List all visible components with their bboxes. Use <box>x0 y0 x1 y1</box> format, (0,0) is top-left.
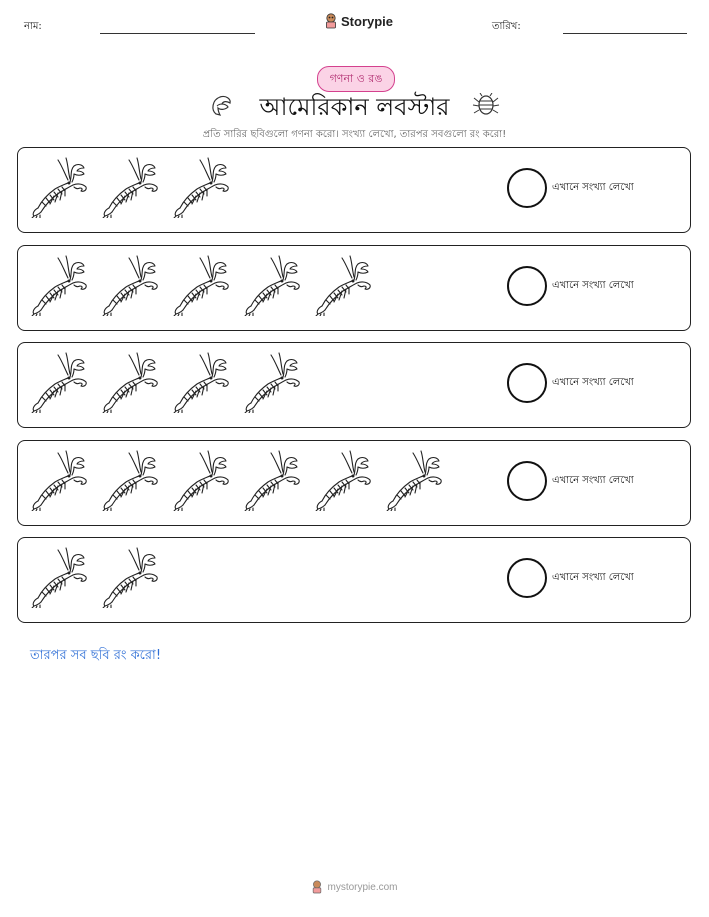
answer-label: এখানে সংখ্যা লেখো <box>552 377 634 388</box>
worksheet-header <box>0 0 709 50</box>
counting-row <box>17 440 691 526</box>
footer-url: mystorypie.com <box>327 881 398 893</box>
lobster-icon <box>170 254 232 316</box>
lobster-icon <box>99 156 161 218</box>
page-title: আমেরিকান লবস্টার <box>259 93 450 121</box>
lobster-icon <box>241 351 303 413</box>
activity-badge: গণনা ও রঙ <box>317 66 395 92</box>
lobster-icon <box>99 254 161 316</box>
lobster-icon <box>312 254 374 316</box>
lobster-icon <box>28 156 90 218</box>
answer-circle[interactable] <box>507 363 547 403</box>
answer-circle[interactable] <box>507 266 547 306</box>
lobster-body-icon <box>472 93 500 119</box>
lobster-icon <box>383 449 445 511</box>
lobster-icon <box>99 351 161 413</box>
date-label: তারিখ: <box>492 21 521 32</box>
answer-label: এখানে সংখ্যা লেখো <box>552 280 634 291</box>
counting-row <box>17 245 691 331</box>
counting-row <box>17 537 691 623</box>
name-label: নাম: <box>24 21 42 32</box>
answer-circle[interactable] <box>507 558 547 598</box>
lobster-icon <box>241 449 303 511</box>
lobster-icon <box>28 449 90 511</box>
answer-circle[interactable] <box>507 168 547 208</box>
footer-brand <box>0 880 709 894</box>
counting-row <box>17 147 691 233</box>
lobster-icon <box>170 351 232 413</box>
lobster-icon <box>241 254 303 316</box>
lobster-icon <box>99 449 161 511</box>
storypie-brand <box>324 13 393 29</box>
lobster-icon <box>28 351 90 413</box>
answer-label: এখানে সংখ্যা লেখো <box>552 182 634 193</box>
storypie-logo-icon <box>324 13 338 29</box>
storypie-logo-icon <box>311 880 323 894</box>
brand-name: Storypie <box>341 13 394 29</box>
lobster-icon <box>28 254 90 316</box>
lobster-icon <box>170 156 232 218</box>
answer-circle[interactable] <box>507 461 547 501</box>
lobster-icon <box>99 546 161 608</box>
lobster-icon <box>28 546 90 608</box>
name-field-line[interactable] <box>100 33 255 34</box>
lobster-icon <box>312 449 374 511</box>
instructions-text: প্রতি সারির ছবিগুলো গণনা করো। সংখ্যা লেখো, তারপর সবগুলো রং করো! <box>202 129 507 140</box>
footer-note: তারপর সব ছবি রং করো! <box>30 648 162 663</box>
answer-label: এখানে সংখ্যা লেখো <box>552 572 634 583</box>
counting-row <box>17 342 691 428</box>
lobster-icon <box>170 449 232 511</box>
answer-label: এখানে সংখ্যা লেখো <box>552 475 634 486</box>
date-field-line[interactable] <box>563 33 687 34</box>
